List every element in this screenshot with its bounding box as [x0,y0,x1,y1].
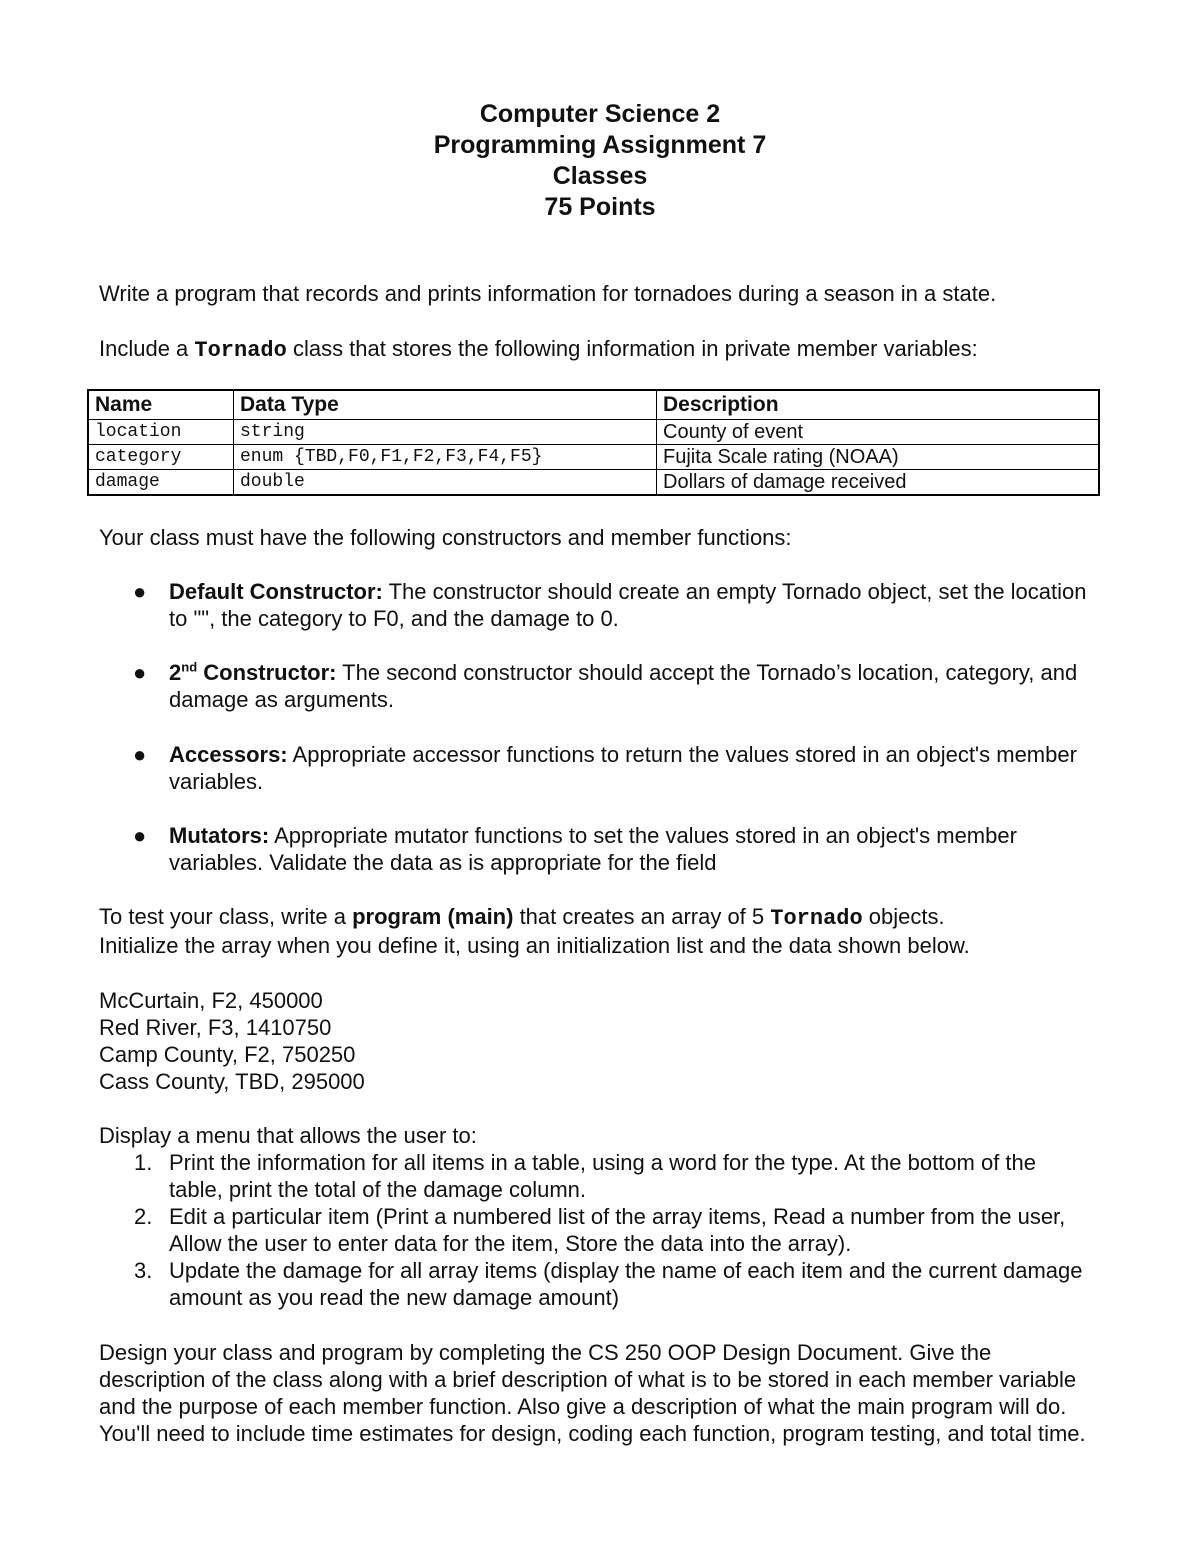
tornado-data-list [99,987,1109,1095]
table-row [88,445,1099,470]
table-row [88,470,1099,496]
bullet-icon: ● [133,579,147,604]
test-paragraph: To test your class, write a program (main) that creates an array of 5 Tornado objects. Initialize the array when you define it, using an initialization list and the data shown below. [99,904,970,958]
course-title: Computer Science 2 [479,100,721,128]
data-line: McCurtain, F2, 450000 [99,988,323,1013]
points-title: 75 Points [544,193,656,221]
document-title [0,99,1200,223]
table-header: Description [657,390,1100,420]
table-cell: Dollars of damage received [657,470,1100,496]
topic-title: Classes [552,162,648,190]
members-intro: Your class must have the following constructors and member functions: [99,525,792,550]
bullet-icon: ● [133,823,147,848]
data-line: Red River, F3, 1410750 [99,1015,332,1040]
assignment-title: Programming Assignment 7 [433,131,767,159]
bullet-icon: ● [133,742,147,767]
table-cell: damage [88,470,234,496]
table-cell: category [88,445,234,470]
table-cell: double [234,470,657,496]
table-cell: enum {TBD,F0,F1,F2,F3,F4,F5} [234,445,657,470]
table-header-row [88,390,1099,420]
table-cell: County of event [657,420,1100,445]
table-header: Data Type [234,390,657,420]
bullet-icon: ● [133,660,147,685]
class-name-code: Tornado [194,338,287,363]
member-variables-table [87,389,1100,496]
table-cell: Fujita Scale rating (NOAA) [657,445,1100,470]
design-paragraph: Design your class and program by completing the CS 250 OOP Design Document. Give the description of the class along with a brief description of what is to be stored in each member variable and the purpose of each member function. Also give a description of what the main program will do. You'll need to include time estimates for design, coding each function, program testing, and total time. [99,1340,1086,1446]
data-line: Cass County, TBD, 295000 [99,1069,365,1094]
menu-intro: Display a menu that allows the user to: [99,1123,477,1148]
table-row [88,420,1099,445]
include-paragraph: Include a Tornado class that stores the following information in private member variables: [99,336,978,363]
document-page: Computer Science 2 Programming Assignment 7 Classes 75 Points Write a program that records and prints information for tornadoes during a season in a state. Include a Tornado class that stores the following information in private member variables: Name Data Type Description location string County of event category enum {TBD,F0,F1,F2,F3,F4,F5} Fujita Scale rating (NOAA) damage double Dollars of damage received Your class must have the following constructors and member functions: ● Default Constructor: The constructor should create an empty Tornado object, set the location to "", the category to F0, and the damage to 0. ● 2nd Constructor: The second constructor should accept the Tornado’s location, category, and damage as arguments. ● Accessors: Appropriate accessor functions to return the values stored in an object's member variables. ● Mutators: Appropriate mutator functions to set the values stored in an object's member variables. Validate the data as is appropriate for the field To test your class, write a program (main) that creates an array of 5 Tornado objects. Initialize the array when you define it, using an initialization list and the data shown below. McCurtain, F2, 450000 Red River, F3, 1410750 Camp County, F2, 750250 Cass County, TBD, 295000 Display a menu that allows the user to: 1. Print the information for all items in a table, using a word for the type. At the bottom of the table, print the total of the damage column. 2. Edit a particular item (Print a numbered list of the array items, Read a number from the user, Allow the user to enter data for the item, Store the data into the array). 3. Update the damage for all array items (display the name of each item and the current damage amount as you read the new damage amount) Design your class and program by completing the CS 250 OOP Design Document. Give the description of the class along with a brief description of what is to be stored in each member variable and the purpose of each member function. Also give a description of what the main program will do. You'll need to include time estimates for design, coding each function, program testing, and total time. [0,0,1200,1553]
data-line: Camp County, F2, 750250 [99,1042,356,1067]
table-cell: string [234,420,657,445]
table-header: Name [88,390,234,420]
intro-paragraph: Write a program that records and prints information for tornadoes during a season in a state. [99,281,997,306]
table-cell: location [88,420,234,445]
